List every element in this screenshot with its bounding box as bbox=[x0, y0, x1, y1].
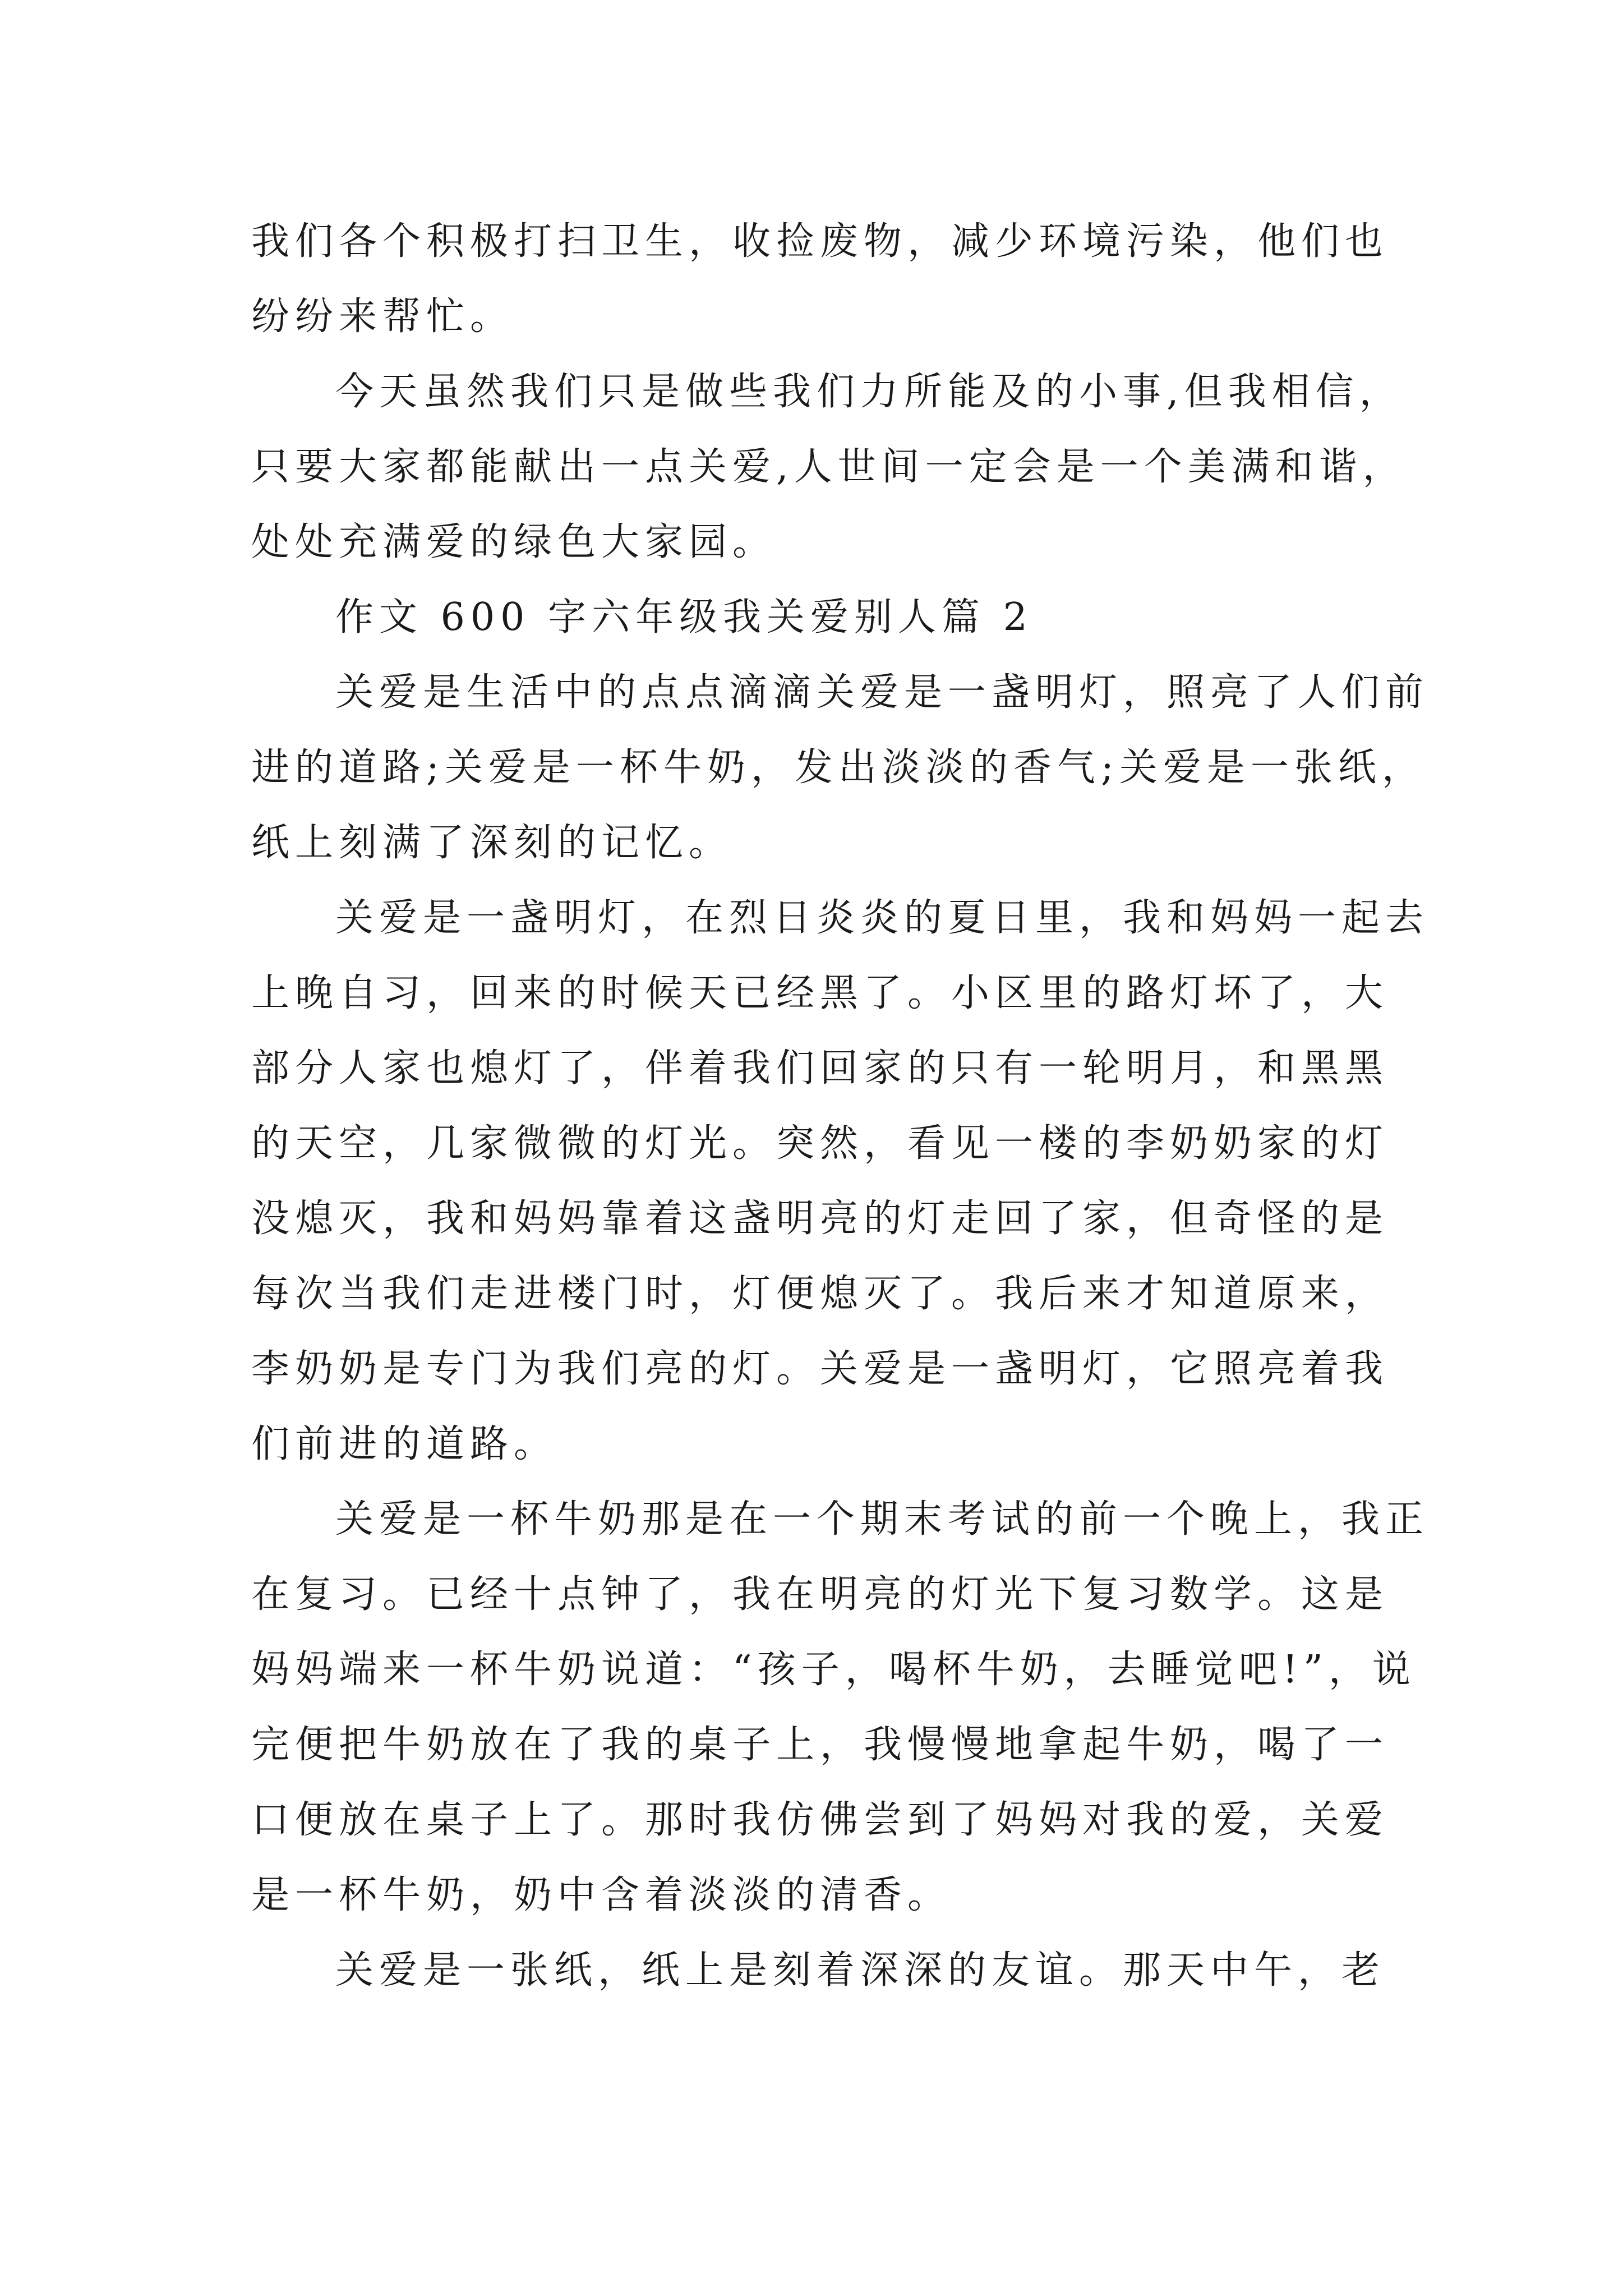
paragraph-4: 关爱是一盏明灯，在烈日炎炎的夏日里，我和妈妈一起去上晚自习，回来的时候天已经黑了。小区里的路灯坏了，大部分人家也熄灯了，伴着我们回家的只有一轮明月，和黑黑的天空，几家微微的灯光。突然，看见一楼的李奶奶家的灯没熄灭，我和妈妈靠着这盏明亮的灯走回了家，但奇怪的是每次当我们走进楼门时，灯便熄灭了。我后来才知道原来，李奶奶是专门为我们亮的灯。关爱是一盏明灯，它照亮着我们前进的道路。 bbox=[251, 896, 1430, 1466]
section-heading: 作文 600 字六年级我关爱别人篇 2 bbox=[335, 595, 1033, 639]
paragraph-2: 今天虽然我们只是做些我们力所能及的小事,但我相信，只要大家都能献出一点关爱,人世间一定会是一个美满和谐，处处充满爱的绿色大家园。 bbox=[251, 370, 1407, 564]
paragraph-6: 关爱是一张纸，纸上是刻着深深的友谊。那天中午，老 bbox=[335, 1948, 1386, 1993]
paragraph-3: 关爱是生活中的点点滴滴关爱是一盏明灯，照亮了人们前进的道路;关爱是一杯牛奶，发出淡淡的香气;关爱是一张纸，纸上刻满了深刻的记忆。 bbox=[251, 670, 1430, 865]
paragraph-5: 关爱是一杯牛奶那是在一个期末考试的前一个晚上，我正在复习。已经十点钟了，我在明亮的灯光下复习数学。这是妈妈端来一杯牛奶说道：“孩子，喝杯牛奶，去睡觉吧!”，说完便把牛奶放在了我的桌子上，我慢慢地拿起牛奶，喝了一口便放在桌子上了。那时我仿佛尝到了妈妈对我的爱，关爱是一杯牛奶，奶中含着淡淡的清香。 bbox=[251, 1497, 1430, 1917]
paragraph-1: 我们各个积极打扫卫生，收捡废物，减少环境污染，他们也纷纷来帮忙。 bbox=[251, 219, 1389, 339]
document-body bbox=[251, 204, 1429, 2008]
